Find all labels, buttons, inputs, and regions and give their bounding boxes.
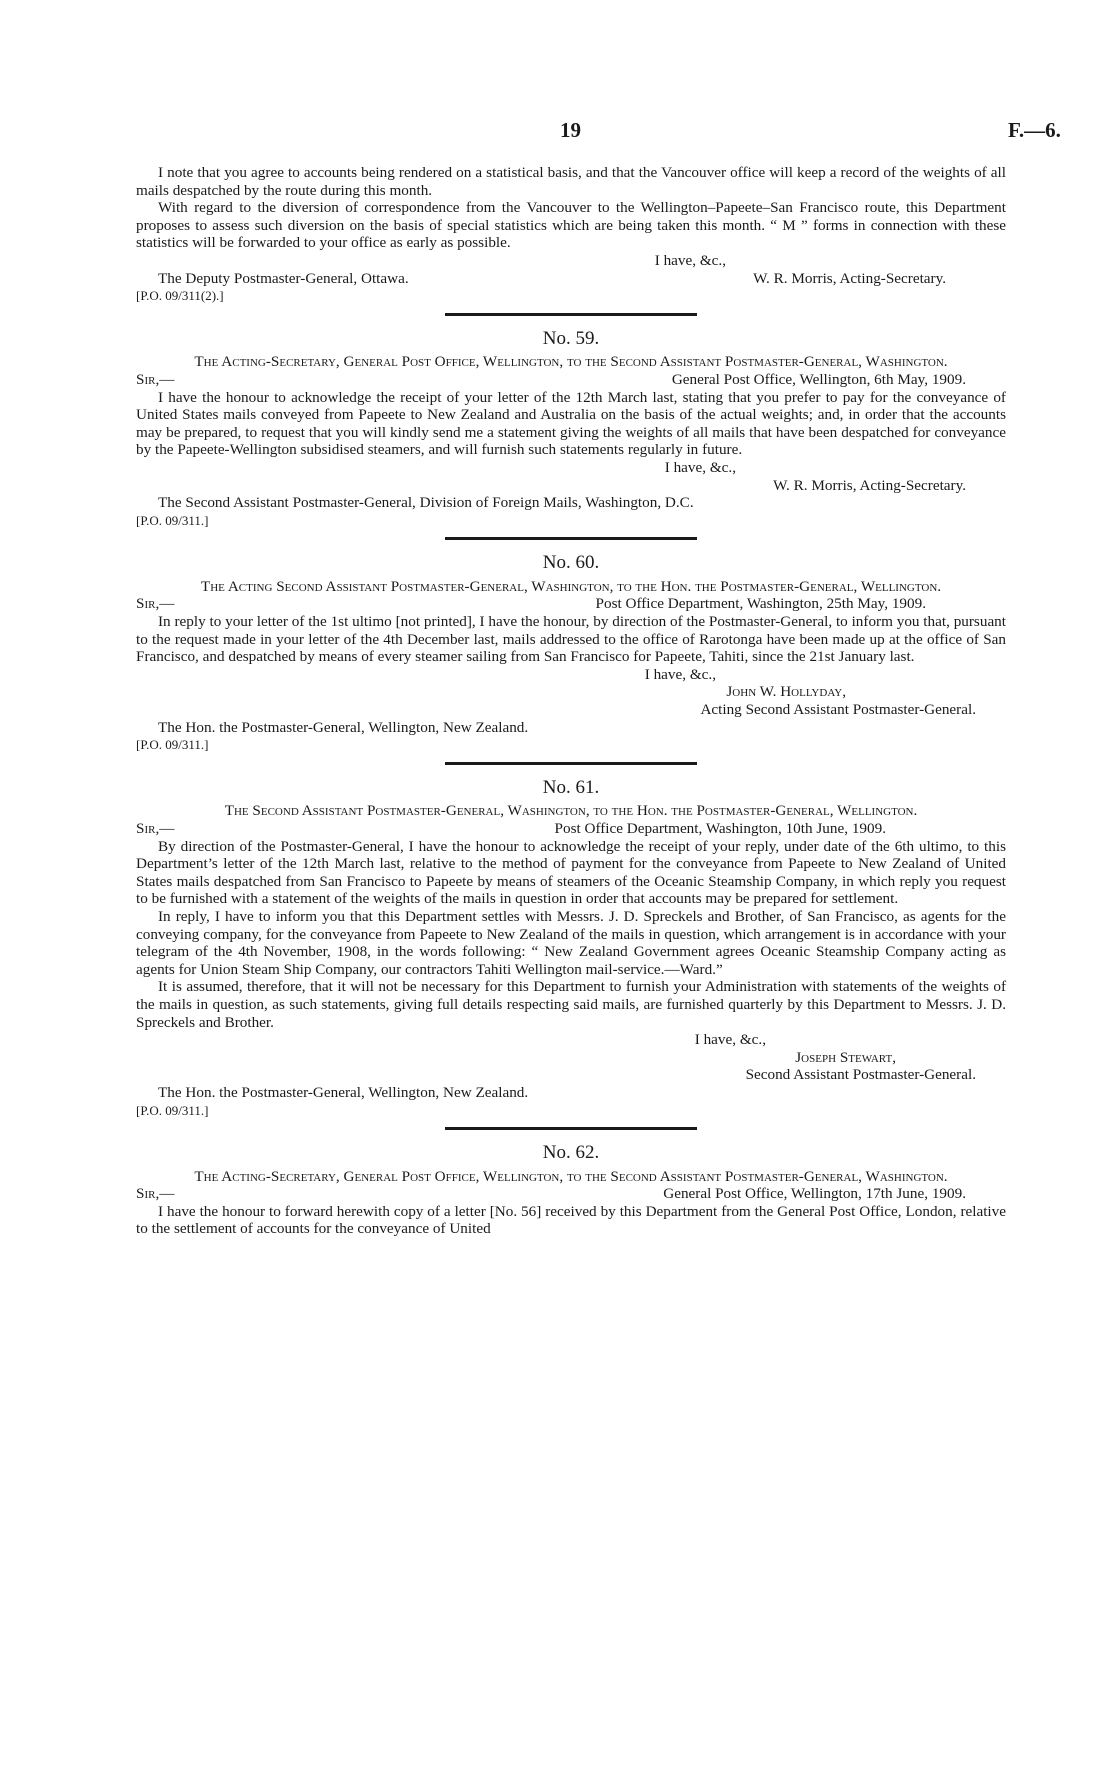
signer-title: Second Assistant Postmaster-General. bbox=[745, 1066, 976, 1084]
page-number: 19 bbox=[560, 118, 581, 142]
closing: I have, &c., bbox=[694, 1031, 766, 1049]
file-reference: [P.O. 09/311.] bbox=[136, 512, 209, 528]
signature: Joseph Stewart, bbox=[795, 1048, 896, 1066]
place-date: General Post Office, Wellington, 6th May, 1909. bbox=[671, 370, 966, 388]
letter-route: The Acting-Secretary, General Post Office, Wellington, to the Second Assistant Postmaster-General, Washington. bbox=[194, 1167, 948, 1185]
paragraph: In reply, I have to inform you that this Department settles with Messrs. J. D. Spreckels and Brother, of San Francisco, as agents for the conveying company, for the conveyance from Papeete to New Zealand of the mails in question, which arrangement is in accordance with your telegram of the 4th November, 1908, in the words following: “ New Zealand Government agrees Oceanic Steamship Company acting as agents for Union Steam Ship Company, our contractors Tahiti Wellington mail-service.—Ward.” bbox=[136, 907, 1006, 978]
file-reference: [P.O. 09/311.] bbox=[136, 1102, 209, 1118]
letter-route: The Acting Second Assistant Postmaster-General, Washington, to the Hon. the Postmaster-General, Wellington. bbox=[200, 577, 942, 595]
intro-letter-end bbox=[136, 164, 1006, 305]
file-reference: [P.O. 09/311.] bbox=[136, 737, 209, 753]
letter-route: The Second Assistant Postmaster-General, Washington, to the Hon. the Postmaster-General, Wellington. bbox=[224, 802, 918, 820]
file-reference: [P.O. 09/311(2).] bbox=[136, 288, 224, 304]
addressee: The Second Assistant Postmaster-General, Division of Foreign Mails, Washington, D.C. bbox=[158, 494, 694, 512]
letter-route: The Acting-Secretary, General Post Office, Wellington, to the Second Assistant Postmaster-General, Washington. bbox=[194, 353, 948, 371]
letter-number: No. 59. bbox=[542, 327, 600, 349]
signature: John W. Hollyday, bbox=[726, 683, 846, 701]
paragraph: I have the honour to forward herewith copy of a letter [No. 56] received by this Department from the General Post Office, London, relative to the settlement of accounts for the conveyance of United bbox=[136, 1202, 1006, 1238]
letter-59 bbox=[136, 313, 1006, 530]
signature: W. R. Morris, Acting-Secretary. bbox=[753, 269, 946, 287]
signature: W. R. Morris, Acting-Secretary. bbox=[773, 476, 966, 494]
signer-title: Acting Second Assistant Postmaster-General. bbox=[700, 701, 976, 719]
letter-number: No. 60. bbox=[542, 552, 600, 574]
document-code: F.—6. bbox=[1008, 118, 1061, 142]
closing: I have, &c., bbox=[644, 665, 716, 683]
section-divider bbox=[445, 762, 697, 765]
section-divider bbox=[445, 313, 697, 316]
page-body bbox=[136, 164, 1006, 1238]
letter-61 bbox=[136, 762, 1006, 1119]
place-date: Post Office Department, Washington, 10th June, 1909. bbox=[554, 820, 886, 837]
letter-number: No. 62. bbox=[542, 1142, 600, 1164]
addressee: The Hon. the Postmaster-General, Wellington, New Zealand. bbox=[158, 718, 529, 736]
place-date: General Post Office, Wellington, 17th June, 1909. bbox=[663, 1185, 966, 1203]
addressee: The Deputy Postmaster-General, Ottawa. bbox=[158, 269, 409, 287]
salutation: Sir,— bbox=[136, 1185, 175, 1203]
closing: I have, &c., bbox=[664, 458, 736, 476]
paragraph: By direction of the Postmaster-General, I have the honour to acknowledge the receipt of your reply, under date of the 6th ultimo, to this Department’s letter of the 12th March last, relative to the method of payment for the conveyance from Papeete to New Zealand of United States mails despatched from San Francisco to Papeete by means of steamers of the Oceanic Steamship Company, in which reply you request to be furnished with a statement of the weights of the mails in question in order that accounts may be prepared for settlement. bbox=[136, 837, 1006, 908]
addressee: The Hon. the Postmaster-General, Wellington, New Zealand. bbox=[158, 1083, 529, 1101]
section-divider bbox=[445, 537, 697, 540]
section-divider bbox=[445, 1127, 697, 1130]
paragraph: In reply to your letter of the 1st ultimo [not printed], I have the honour, by direction of the Postmaster-General, to inform you that, pursuant to the request made in your letter of the 4th December last, mails addressed to the office of Rarotonga have been made up at the office of San Francisco, and despatched by means of every steamer sailing from San Francisco for Papeete, Tahiti, since the 21st January last. bbox=[136, 613, 1006, 666]
paragraph: I note that you agree to accounts being rendered on a statistical basis, and that the Vancouver office will keep a record of the weights of all mails despatched by the route during this month. bbox=[136, 164, 1006, 199]
place-date: Post Office Department, Washington, 25th May, 1909. bbox=[595, 595, 926, 613]
paragraph: With regard to the diversion of correspondence from the Vancouver to the Wellington–Papeete–San Francisco route, this Department proposes to assess such diversion on the basis of special statistics which are being taken this month. “ M ” forms in connection with these statistics will be forwarded to your office as early as possible. bbox=[136, 199, 1006, 252]
paragraph: I have the honour to acknowledge the receipt of your letter of the 12th March last, stating that you prefer to pay for the conveyance of United States mails conveyed from Papeete to New Zealand and Australia on the basis of the actual weights; and, in order that the accounts may be prepared, to request that you will kindly send me a statement giving the weights of all mails that have been despatched for conveyance by the Papeete-Wellington subsidised steamers, and will furnish such statements regularly in future. bbox=[136, 388, 1006, 459]
salutation: Sir,— bbox=[136, 370, 175, 388]
paragraph: It is assumed, therefore, that it will not be necessary for this Department to furnish your Administration with statements of the weights of the mails in question, as such statements, giving full details respecting said mails, are furnished quarterly by this Department to Messrs. J. D. Spreckels and Brother. bbox=[136, 978, 1006, 1031]
letter-60 bbox=[136, 537, 1006, 754]
closing: I have, &c., bbox=[654, 251, 726, 269]
salutation: Sir,— bbox=[136, 595, 175, 613]
letter-number: No. 61. bbox=[542, 776, 600, 798]
salutation: Sir,— bbox=[136, 820, 175, 837]
letter-62 bbox=[136, 1127, 1006, 1238]
